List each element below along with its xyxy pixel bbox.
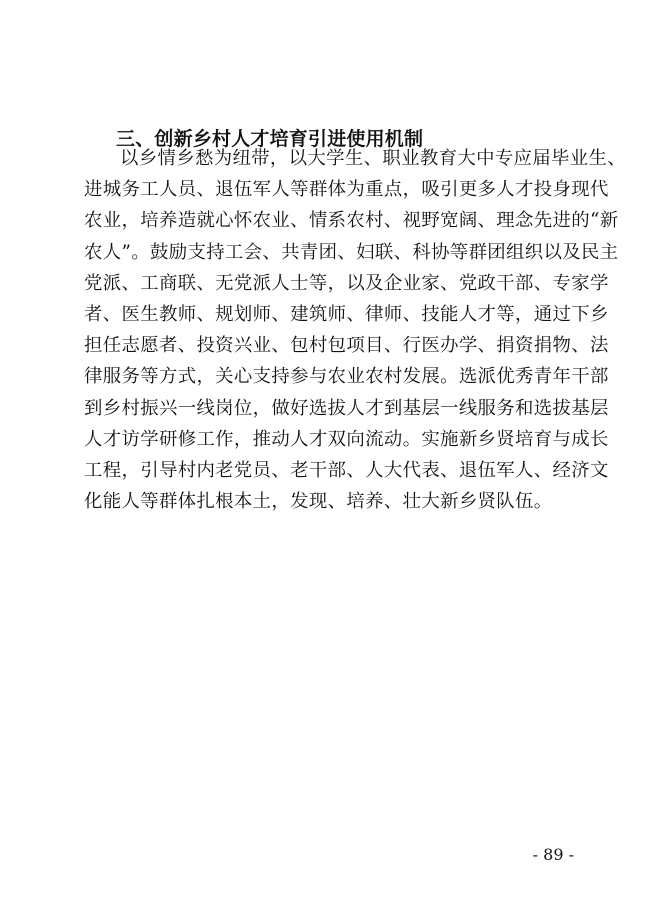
paragraph-line: 农业，培养造就心怀农业、情系农村、视野宽阔、理念先进的“新	[84, 210, 619, 232]
page-number: - 89 -	[532, 845, 574, 864]
paragraph-line: 到乡村振兴一线岗位，做好选拔人才到基层一线服务和选拔基层	[84, 397, 609, 419]
paragraph-line: 担任志愿者、投资兴业、包村包项目、行医办学、捐资捐物、法	[84, 335, 609, 357]
paragraph-line: 工程，引导村内老党员、老干部、人大代表、退伍军人、经济文	[84, 459, 609, 481]
paragraph-line: 者、医生教师、规划师、建筑师、律师、技能人才等，通过下乡	[84, 303, 609, 325]
paragraph-line: 党派、工商联、无党派人士等，以及企业家、党政干部、专家学	[84, 272, 609, 294]
section-heading: 三、创新乡村人才培育引进使用机制	[116, 128, 424, 150]
paragraph-line: 人才访学研修工作，推动人才双向流动。实施新乡贤培育与成长	[84, 428, 609, 450]
paragraph-line: 以乡情乡愁为纽带，以大学生、职业教育大中专应届毕业生、	[120, 148, 626, 169]
paragraph-line: 进城务工人员、退伍军人等群体为重点，吸引更多人才投身现代	[84, 179, 609, 201]
paragraph-line: 农人”。鼓励支持工会、共青团、妇联、科协等群团组织以及民主	[84, 241, 619, 263]
paragraph-line: 律服务等方式，关心支持参与农业农村发展。选派优秀青年干部	[84, 366, 609, 388]
section-paragraph	[84, 143, 626, 517]
paragraph-line: 化能人等群体扎根本土，发现、培养、壮大新乡贤队伍。	[84, 491, 553, 513]
